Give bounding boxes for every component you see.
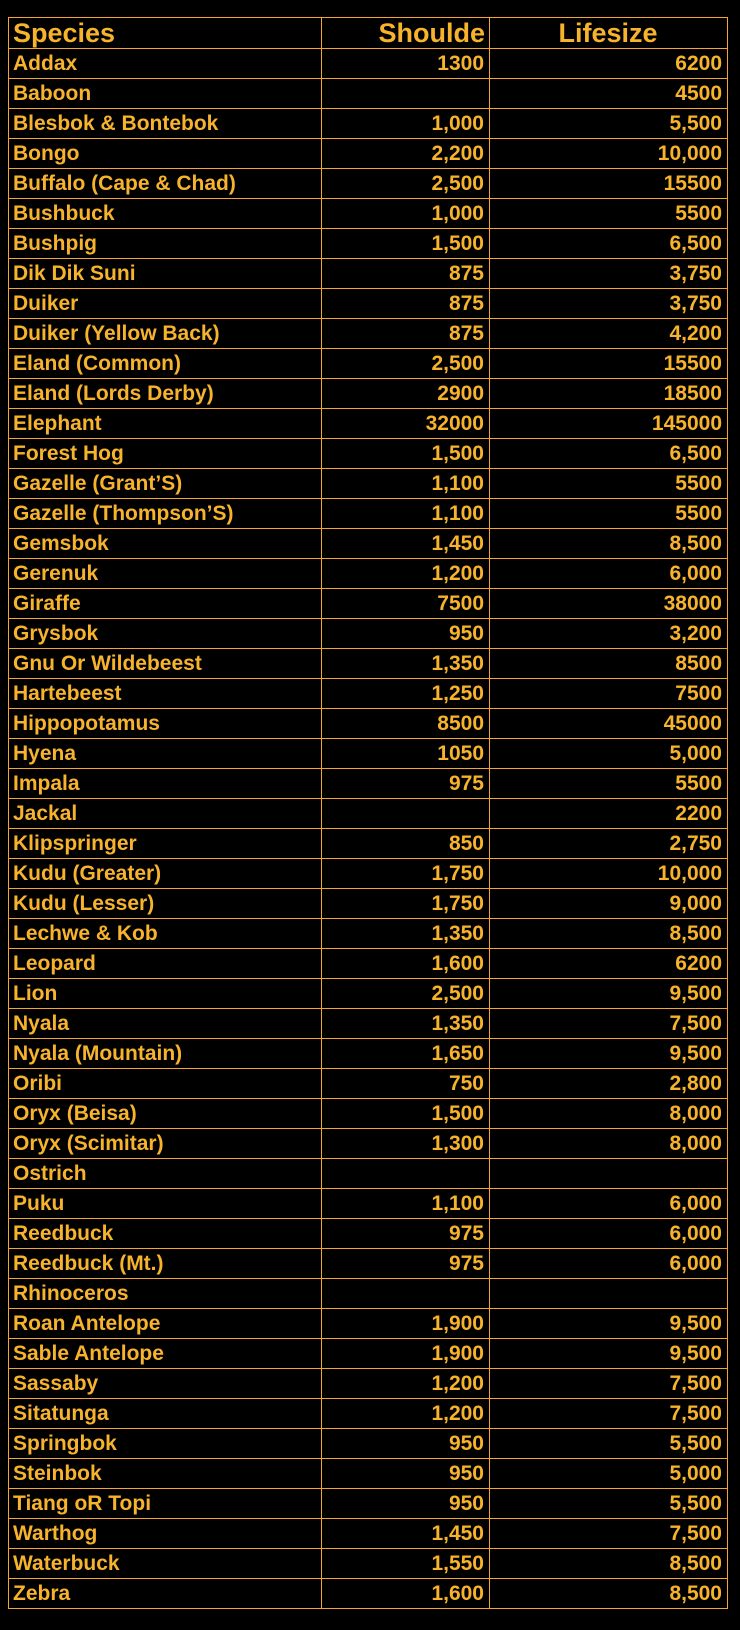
shoulder-price-cell: 1,650: [322, 1039, 490, 1069]
species-cell: Gazelle (Grant’S): [9, 469, 322, 499]
shoulder-price-cell: 1,600: [322, 1579, 490, 1609]
species-cell: Sassaby: [9, 1369, 322, 1399]
species-cell: Leopard: [9, 949, 322, 979]
shoulder-price-cell: 1,300: [322, 1129, 490, 1159]
species-cell: Bushpig: [9, 229, 322, 259]
table-row: [9, 1579, 728, 1609]
table-row: [9, 439, 728, 469]
shoulder-price-cell: 2,500: [322, 169, 490, 199]
table-row: [9, 679, 728, 709]
lifesize-price-cell: 38000: [490, 589, 728, 619]
shoulder-price-cell: 1,000: [322, 199, 490, 229]
lifesize-price-cell: 8,500: [490, 529, 728, 559]
lifesize-price-cell: 8,000: [490, 1099, 728, 1129]
species-cell: Jackal: [9, 799, 322, 829]
table-row: [9, 859, 728, 889]
shoulder-price-cell: 1,600: [322, 949, 490, 979]
table-row: [9, 379, 728, 409]
species-cell: Hartebeest: [9, 679, 322, 709]
shoulder-price-cell: [322, 79, 490, 109]
lifesize-price-cell: [490, 1279, 728, 1309]
table-row: [9, 589, 728, 619]
species-cell: Baboon: [9, 79, 322, 109]
table-row: [9, 1279, 728, 1309]
table-row: [9, 529, 728, 559]
species-cell: Blesbok & Bontebok: [9, 109, 322, 139]
lifesize-price-cell: 2200: [490, 799, 728, 829]
shoulder-price-cell: 975: [322, 1219, 490, 1249]
species-cell: Lion: [9, 979, 322, 1009]
table-row: [9, 1219, 728, 1249]
table-row: [9, 799, 728, 829]
species-cell: Waterbuck: [9, 1549, 322, 1579]
shoulder-price-cell: 1,100: [322, 469, 490, 499]
shoulder-price-cell: 875: [322, 259, 490, 289]
species-cell: Dik Dik Suni: [9, 259, 322, 289]
lifesize-price-cell: 3,750: [490, 289, 728, 319]
species-cell: Sable Antelope: [9, 1339, 322, 1369]
shoulder-price-cell: 32000: [322, 409, 490, 439]
species-cell: Nyala: [9, 1009, 322, 1039]
table-row: [9, 49, 728, 79]
shoulder-price-cell: 1,450: [322, 529, 490, 559]
lifesize-price-cell: 9,000: [490, 889, 728, 919]
table-row: [9, 619, 728, 649]
shoulder-price-cell: 950: [322, 1459, 490, 1489]
lifesize-price-cell: 6200: [490, 949, 728, 979]
shoulder-price-cell: [322, 1159, 490, 1189]
species-cell: Steinbok: [9, 1459, 322, 1489]
table-row: [9, 889, 728, 919]
species-cell: Eland (Common): [9, 349, 322, 379]
table-row: [9, 1339, 728, 1369]
lifesize-price-cell: 6200: [490, 49, 728, 79]
lifesize-price-cell: 5,000: [490, 1459, 728, 1489]
lifesize-price-cell: 8,000: [490, 1129, 728, 1159]
species-cell: Gnu Or Wildebeest: [9, 649, 322, 679]
table-row: [9, 109, 728, 139]
lifesize-price-cell: 6,500: [490, 229, 728, 259]
species-cell: Oryx (Scimitar): [9, 1129, 322, 1159]
table-row: [9, 1069, 728, 1099]
lifesize-price-cell: 6,000: [490, 1189, 728, 1219]
table-row: [9, 829, 728, 859]
shoulder-price-cell: 1,100: [322, 1189, 490, 1219]
table-row: [9, 919, 728, 949]
lifesize-price-cell: 6,000: [490, 1249, 728, 1279]
shoulder-price-cell: 1,900: [322, 1309, 490, 1339]
species-cell: Klipspringer: [9, 829, 322, 859]
shoulder-price-cell: 1,550: [322, 1549, 490, 1579]
table-row: [9, 229, 728, 259]
species-cell: Duiker (Yellow Back): [9, 319, 322, 349]
shoulder-price-cell: 950: [322, 619, 490, 649]
table-body: [9, 49, 728, 1609]
table-row: [9, 1429, 728, 1459]
table-row: [9, 499, 728, 529]
shoulder-price-cell: 1,200: [322, 559, 490, 589]
lifesize-price-cell: 6,000: [490, 559, 728, 589]
lifesize-price-cell: 10,000: [490, 139, 728, 169]
lifesize-price-cell: 5500: [490, 469, 728, 499]
species-cell: Elephant: [9, 409, 322, 439]
lifesize-price-cell: 5,000: [490, 739, 728, 769]
shoulder-price-cell: 950: [322, 1489, 490, 1519]
species-cell: Warthog: [9, 1519, 322, 1549]
species-cell: Giraffe: [9, 589, 322, 619]
table-row: [9, 1009, 728, 1039]
table-row: [9, 349, 728, 379]
lifesize-price-cell: 2,750: [490, 829, 728, 859]
shoulder-price-cell: 950: [322, 1429, 490, 1459]
shoulder-price-cell: 2,200: [322, 139, 490, 169]
lifesize-price-cell: [490, 1159, 728, 1189]
shoulder-price-cell: 2,500: [322, 349, 490, 379]
species-cell: Reedbuck (Mt.): [9, 1249, 322, 1279]
table-row: [9, 739, 728, 769]
table-row: [9, 1039, 728, 1069]
lifesize-price-cell: 6,500: [490, 439, 728, 469]
species-cell: Gerenuk: [9, 559, 322, 589]
species-cell: Kudu (Greater): [9, 859, 322, 889]
species-cell: Ostrich: [9, 1159, 322, 1189]
shoulder-price-cell: 1300: [322, 49, 490, 79]
lifesize-price-cell: 15500: [490, 349, 728, 379]
lifesize-price-cell: 4500: [490, 79, 728, 109]
lifesize-price-cell: 5,500: [490, 1489, 728, 1519]
lifesize-price-cell: 9,500: [490, 1039, 728, 1069]
table-row: [9, 169, 728, 199]
lifesize-price-cell: 5,500: [490, 1429, 728, 1459]
header-lifesize: Lifesize: [490, 18, 728, 49]
shoulder-price-cell: [322, 799, 490, 829]
table-row: [9, 1249, 728, 1279]
lifesize-price-cell: 145000: [490, 409, 728, 439]
table-row: [9, 649, 728, 679]
table-row: [9, 1489, 728, 1519]
table-row: [9, 949, 728, 979]
table-row: [9, 1549, 728, 1579]
lifesize-price-cell: 8,500: [490, 1549, 728, 1579]
lifesize-price-cell: 5500: [490, 769, 728, 799]
lifesize-price-cell: 2,800: [490, 1069, 728, 1099]
species-cell: Eland (Lords Derby): [9, 379, 322, 409]
shoulder-price-cell: 975: [322, 769, 490, 799]
species-cell: Sitatunga: [9, 1399, 322, 1429]
table-row: [9, 1099, 728, 1129]
lifesize-price-cell: 45000: [490, 709, 728, 739]
table-row: [9, 709, 728, 739]
species-cell: Hippopotamus: [9, 709, 322, 739]
lifesize-price-cell: 9,500: [490, 1339, 728, 1369]
species-cell: Reedbuck: [9, 1219, 322, 1249]
species-cell: Puku: [9, 1189, 322, 1219]
lifesize-price-cell: 5500: [490, 499, 728, 529]
lifesize-price-cell: 6,000: [490, 1219, 728, 1249]
lifesize-price-cell: 7,500: [490, 1009, 728, 1039]
shoulder-price-cell: 1,500: [322, 439, 490, 469]
species-cell: Zebra: [9, 1579, 322, 1609]
lifesize-price-cell: 3,200: [490, 619, 728, 649]
price-table: [8, 17, 728, 1609]
table-row: [9, 1159, 728, 1189]
shoulder-price-cell: 1,200: [322, 1369, 490, 1399]
table-row: [9, 559, 728, 589]
lifesize-price-cell: 4,200: [490, 319, 728, 349]
species-cell: Kudu (Lesser): [9, 889, 322, 919]
table-header: [9, 18, 728, 49]
species-cell: Tiang oR Topi: [9, 1489, 322, 1519]
table-row: [9, 139, 728, 169]
lifesize-price-cell: 8,500: [490, 919, 728, 949]
shoulder-price-cell: 1,500: [322, 1099, 490, 1129]
shoulder-price-cell: 1,250: [322, 679, 490, 709]
table-row: [9, 199, 728, 229]
lifesize-price-cell: 7,500: [490, 1399, 728, 1429]
shoulder-price-cell: 7500: [322, 589, 490, 619]
table-row: [9, 319, 728, 349]
table-row: [9, 409, 728, 439]
shoulder-price-cell: 1050: [322, 739, 490, 769]
species-cell: Hyena: [9, 739, 322, 769]
table-row: [9, 1189, 728, 1219]
table-row: [9, 1309, 728, 1339]
shoulder-price-cell: 1,750: [322, 889, 490, 919]
header-shoulder: Shoulde: [322, 18, 490, 49]
shoulder-price-cell: 1,350: [322, 919, 490, 949]
species-cell: Lechwe & Kob: [9, 919, 322, 949]
species-cell: Forest Hog: [9, 439, 322, 469]
lifesize-price-cell: 8,500: [490, 1579, 728, 1609]
shoulder-price-cell: 2900: [322, 379, 490, 409]
species-cell: Duiker: [9, 289, 322, 319]
shoulder-price-cell: 750: [322, 1069, 490, 1099]
table-row: [9, 1399, 728, 1429]
header-row: [9, 18, 728, 49]
lifesize-price-cell: 9,500: [490, 1309, 728, 1339]
species-cell: Grysbok: [9, 619, 322, 649]
shoulder-price-cell: 2,500: [322, 979, 490, 1009]
shoulder-price-cell: 1,450: [322, 1519, 490, 1549]
shoulder-price-cell: 875: [322, 319, 490, 349]
table-row: [9, 979, 728, 1009]
table-row: [9, 79, 728, 109]
lifesize-price-cell: 3,750: [490, 259, 728, 289]
shoulder-price-cell: 1,000: [322, 109, 490, 139]
table-row: [9, 1519, 728, 1549]
species-cell: Bongo: [9, 139, 322, 169]
species-cell: Buffalo (Cape & Chad): [9, 169, 322, 199]
species-cell: Rhinoceros: [9, 1279, 322, 1309]
table-row: [9, 289, 728, 319]
table-row: [9, 1459, 728, 1489]
table-row: [9, 1369, 728, 1399]
table-row: [9, 259, 728, 289]
lifesize-price-cell: 15500: [490, 169, 728, 199]
shoulder-price-cell: 875: [322, 289, 490, 319]
table-row: [9, 1129, 728, 1159]
shoulder-price-cell: 850: [322, 829, 490, 859]
species-cell: Oribi: [9, 1069, 322, 1099]
species-cell: Nyala (Mountain): [9, 1039, 322, 1069]
shoulder-price-cell: 1,350: [322, 649, 490, 679]
shoulder-price-cell: 8500: [322, 709, 490, 739]
shoulder-price-cell: 1,900: [322, 1339, 490, 1369]
lifesize-price-cell: 8500: [490, 649, 728, 679]
shoulder-price-cell: 1,500: [322, 229, 490, 259]
species-cell: Gazelle (Thompson’S): [9, 499, 322, 529]
shoulder-price-cell: 1,100: [322, 499, 490, 529]
species-cell: Oryx (Beisa): [9, 1099, 322, 1129]
lifesize-price-cell: 5500: [490, 199, 728, 229]
species-cell: Impala: [9, 769, 322, 799]
shoulder-price-cell: 1,200: [322, 1399, 490, 1429]
species-cell: Springbok: [9, 1429, 322, 1459]
lifesize-price-cell: 7,500: [490, 1369, 728, 1399]
species-cell: Bushbuck: [9, 199, 322, 229]
lifesize-price-cell: 7,500: [490, 1519, 728, 1549]
shoulder-price-cell: 1,750: [322, 859, 490, 889]
table-row: [9, 769, 728, 799]
lifesize-price-cell: 5,500: [490, 109, 728, 139]
lifesize-price-cell: 18500: [490, 379, 728, 409]
species-cell: Addax: [9, 49, 322, 79]
lifesize-price-cell: 7500: [490, 679, 728, 709]
lifesize-price-cell: 10,000: [490, 859, 728, 889]
header-species: Species: [9, 18, 322, 49]
lifesize-price-cell: 9,500: [490, 979, 728, 1009]
table-row: [9, 469, 728, 499]
shoulder-price-cell: 975: [322, 1249, 490, 1279]
shoulder-price-cell: [322, 1279, 490, 1309]
species-cell: Roan Antelope: [9, 1309, 322, 1339]
shoulder-price-cell: 1,350: [322, 1009, 490, 1039]
species-cell: Gemsbok: [9, 529, 322, 559]
